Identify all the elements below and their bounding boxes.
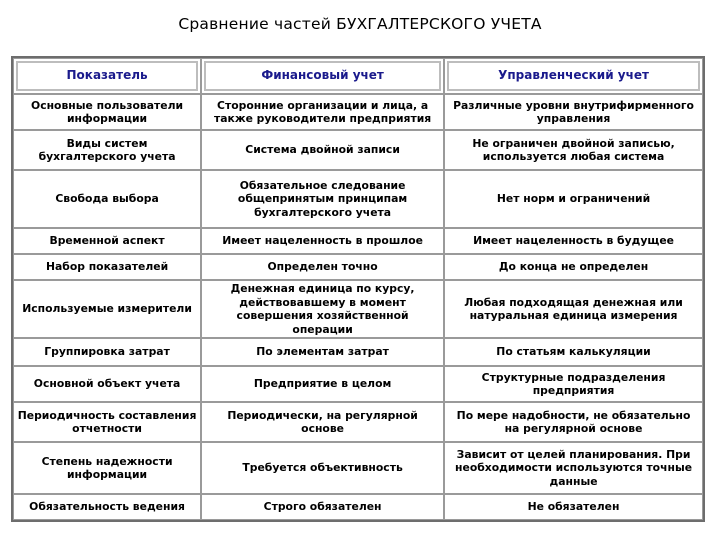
indicator-cell: Временной аспект: [13, 228, 201, 254]
management-cell: Различные уровни внутрифирменного управления: [444, 94, 703, 130]
financial-cell: Предприятие в целом: [201, 366, 444, 402]
management-cell: До конца не определен: [444, 254, 703, 280]
table-row: [13, 280, 703, 338]
indicator-cell: Виды систем бухгалтерского учета: [13, 130, 201, 170]
financial-cell: Обязательное следование общепринятым принципам бухгалтерского учета: [201, 170, 444, 228]
table-row: [13, 130, 703, 170]
financial-cell: Сторонние организации и лица, а также руководители предприятия: [201, 94, 444, 130]
indicator-cell: Основные пользователи информации: [13, 94, 201, 130]
financial-cell: Денежная единица по курсу, действовавшему в момент совершения хозяйственной операции: [201, 280, 444, 338]
page-title: Сравнение частей БУХГАЛТЕРСКОГО УЧЕТА: [178, 15, 542, 33]
management-cell: Зависит от целей планирования. При необходимости используются точные данные: [444, 442, 703, 494]
financial-cell: Определен точно: [201, 254, 444, 280]
comparison-table: [11, 56, 705, 522]
management-cell: Не ограничен двойной записью, используется любая система: [444, 130, 703, 170]
table-row: [13, 170, 703, 228]
table-row: [13, 442, 703, 494]
table-row: [13, 366, 703, 402]
management-cell: Нет норм и ограничений: [444, 170, 703, 228]
indicator-cell: Набор показателей: [13, 254, 201, 280]
financial-cell: Требуется объективность: [201, 442, 444, 494]
management-cell: Любая подходящая денежная или натуральная единица измерения: [444, 280, 703, 338]
indicator-cell: Используемые измерители: [13, 280, 201, 338]
financial-cell: Имеет нацеленность в прошлое: [201, 228, 444, 254]
financial-cell: Периодически, на регулярной основе: [201, 402, 444, 442]
management-cell: По статьям калькуляции: [444, 338, 703, 366]
management-cell: Имеет нацеленность в будущее: [444, 228, 703, 254]
header-management: Управленческий учет: [444, 58, 703, 94]
table-row: [13, 254, 703, 280]
financial-cell: Система двойной записи: [201, 130, 444, 170]
financial-cell: Строго обязателен: [201, 494, 444, 520]
table-header-row: [13, 58, 703, 94]
indicator-cell: Свобода выбора: [13, 170, 201, 228]
table-row: [13, 338, 703, 366]
indicator-cell: Обязательность ведения: [13, 494, 201, 520]
table-row: [13, 228, 703, 254]
indicator-cell: Степень надежности информации: [13, 442, 201, 494]
management-cell: Структурные подразделения предприятия: [444, 366, 703, 402]
header-financial: Финансовый учет: [201, 58, 444, 94]
management-cell: По мере надобности, не обязательно на регулярной основе: [444, 402, 703, 442]
indicator-cell: Периодичность составления отчетности: [13, 402, 201, 442]
indicator-cell: Основной объект учета: [13, 366, 201, 402]
table-row: [13, 402, 703, 442]
table-row: [13, 494, 703, 520]
management-cell: Не обязателен: [444, 494, 703, 520]
header-indicator: Показатель: [13, 58, 201, 94]
financial-cell: По элементам затрат: [201, 338, 444, 366]
indicator-cell: Группировка затрат: [13, 338, 201, 366]
table-row: [13, 94, 703, 130]
